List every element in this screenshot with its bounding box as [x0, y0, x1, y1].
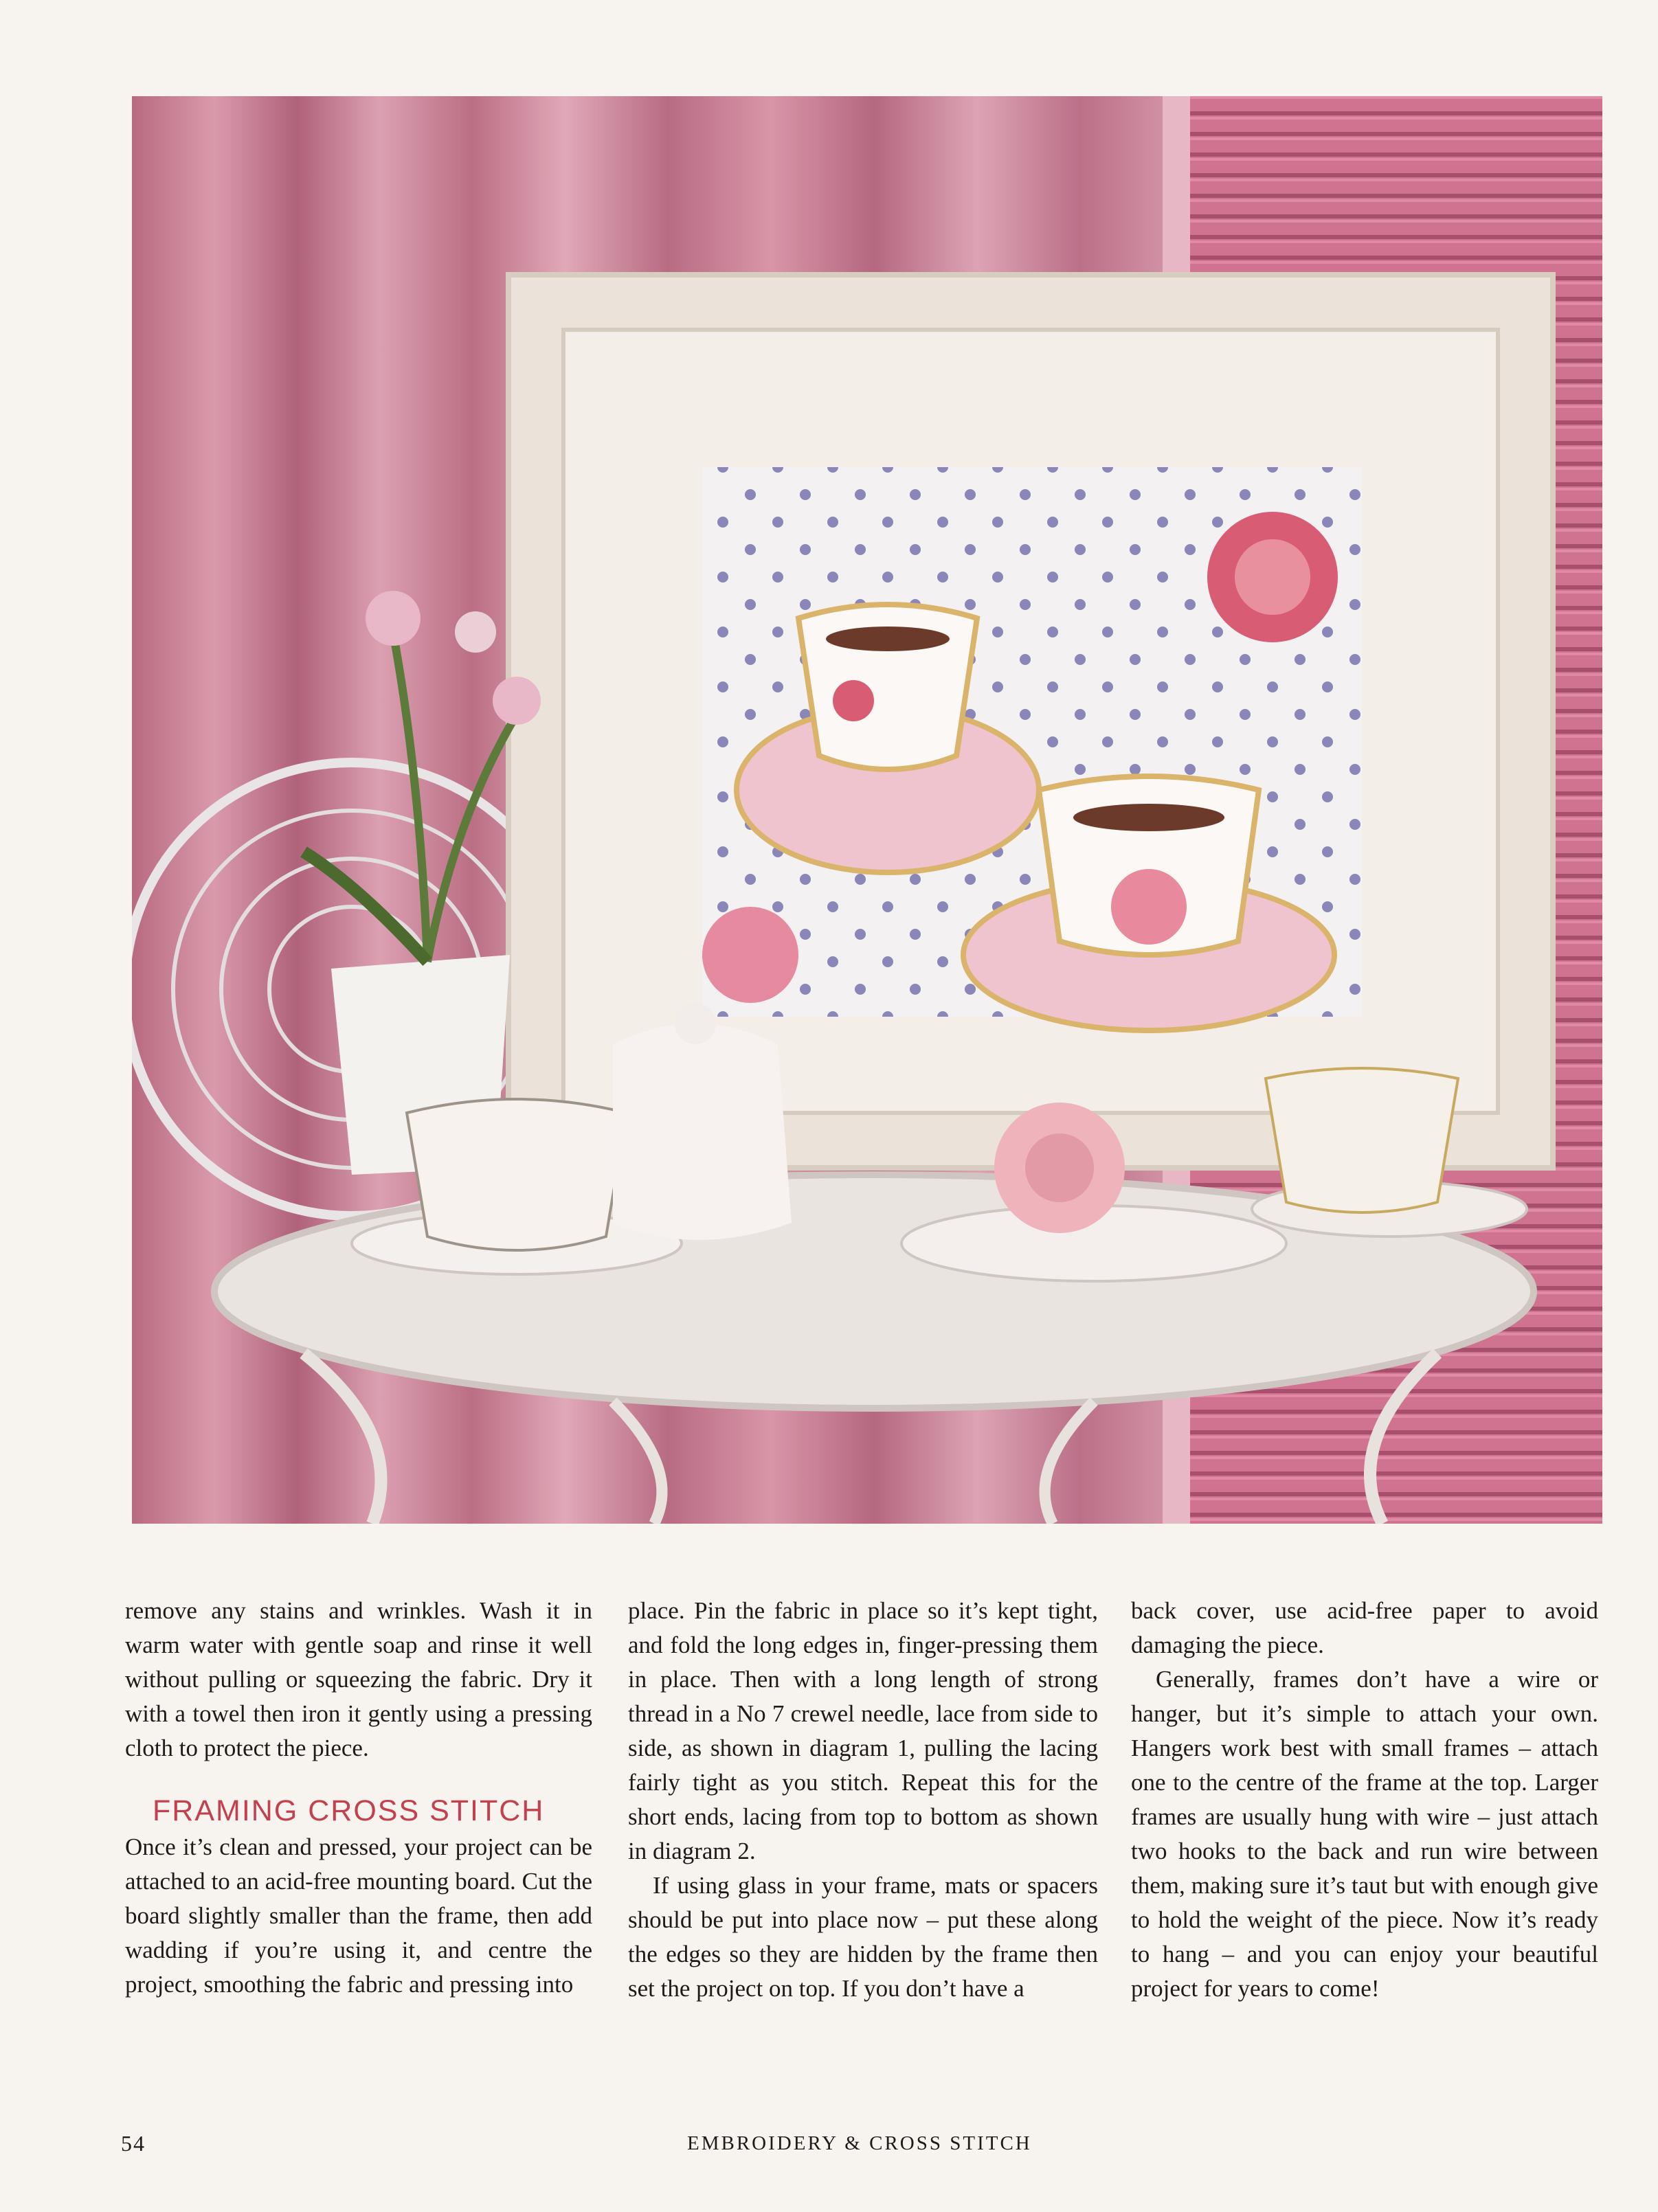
- paragraph: place. Pin the fabric in place so it’s kept tight, and fold the long edges in, finger-pressing them in place. Then with a long length of strong thread in a No 7 crewel needle, lace from side to side, as shown in diagram 1, pulling the lacing fairly tight as you stitch. Repeat this for the short ends, lacing from top to bottom as shown in diagram 2.: [628, 1597, 1098, 1864]
- paragraph: If using glass in your frame, mats or spacers should be put into place now – put these along the edges so they are hidden by the frame then set the project on top. If you don’t have a: [628, 1872, 1098, 2002]
- paragraph: Generally, frames don’t have a wire or hanger, but it’s simple to attach your own. Hangers work best with small frames – attach one to the centre of the frame at the top. Larger frames are usually hung with wire – just attach two hooks to the back and run wire between them, making sure it’s taut but with enough give to hold the weight of the piece. Now it’s ready to hang – and you can enjoy your beautiful project for years to come!: [1131, 1666, 1598, 2002]
- text-column-1: [125, 1594, 592, 2002]
- paragraph: Once it’s clean and pressed, your project can be attached to an acid-free mounting board. Cut the board slightly smaller than the frame, then add wadding if you’re using it, and centre the project, smoothing the fabric and pressing into: [125, 1833, 592, 1998]
- text-column-3: [1131, 1594, 1598, 2006]
- section-heading: FRAMING CROSS STITCH: [153, 1794, 545, 1827]
- magazine-title: EMBROIDERY & CROSS STITCH: [687, 2132, 1032, 2154]
- page-number: 54: [121, 2131, 146, 2156]
- text-column-2: [628, 1594, 1098, 2006]
- paragraph: back cover, use acid-free paper to avoid damaging the piece.: [1131, 1597, 1598, 1658]
- paragraph: remove any stains and wrinkles. Wash it in warm water with gentle soap and rinse it well without pulling or squeezing the fabric. Dry it with a towel then iron it gently using a pressing cloth to protect the piece.: [125, 1597, 592, 1761]
- article-photo: [132, 96, 1602, 1524]
